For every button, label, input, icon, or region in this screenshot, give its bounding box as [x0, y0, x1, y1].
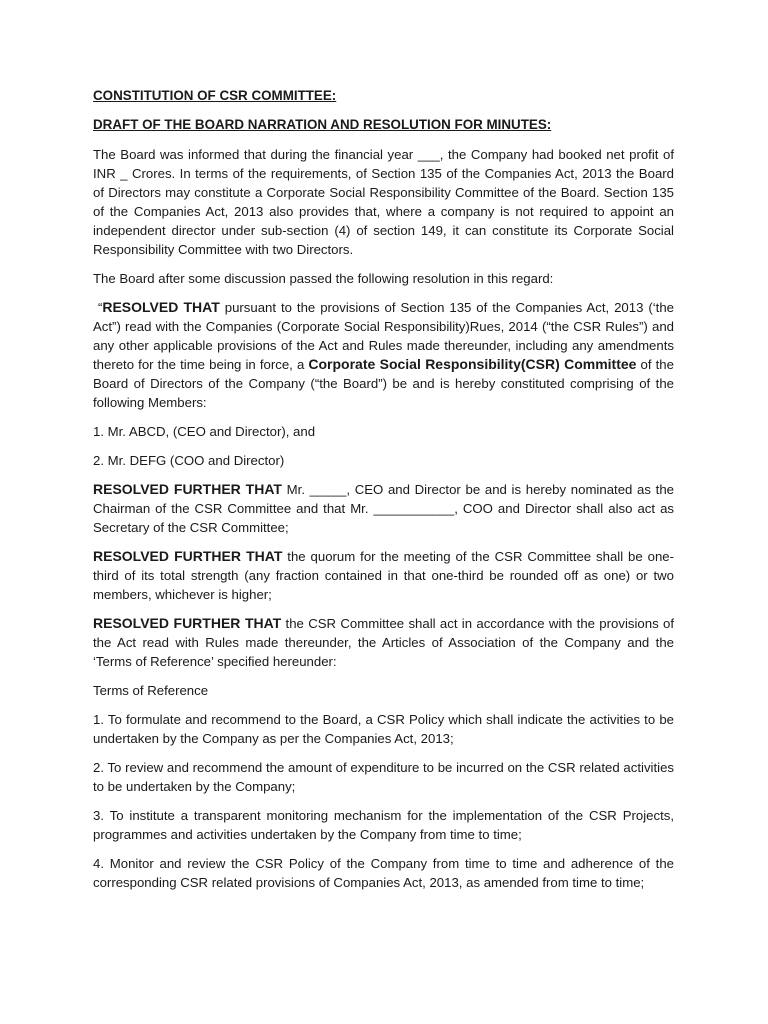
resolution-lead-in: The Board after some discussion passed the following resolution in this regard: [93, 271, 554, 286]
committee-name: Corporate Social Responsibility(CSR) Committee [308, 356, 637, 372]
resolution-terms [93, 614, 674, 671]
resolution-terms-text: the CSR Committee shall act in accordance with the provisions of the Act read with Rules made thereunder, the Articles of Association of the Company and the ‘Terms of Reference’ specified hereunder: [93, 616, 674, 669]
resolved-further-keyword: RESOLVED FURTHER THAT [93, 548, 283, 564]
resolution-main [93, 298, 674, 412]
member-item: 2. Mr. DEFG (COO and Director) [93, 453, 285, 468]
resolution-main-text-2: of the Board of Directors of the Company (“the Board”) be and is hereby constituted comprising of the following Members: [93, 357, 674, 410]
term-item: 3. To institute a transparent monitoring mechanism for the implementation of the CSR Projects, programmes and activities undertaken by the Company from time to time; [93, 808, 674, 842]
terms-heading: Terms of Reference [93, 683, 209, 698]
resolved-that-keyword: RESOLVED THAT [102, 299, 220, 315]
resolution-chairman [93, 480, 674, 537]
resolved-further-keyword: RESOLVED FURTHER THAT [93, 615, 282, 631]
resolution-chairman-text: Mr. _____, CEO and Director be and is hereby nominated as the Chairman of the CSR Committee and that Mr. ___________, COO and Director shall also act as Secretary of the CSR Committee; [93, 482, 674, 535]
member-item: 1. Mr. ABCD, (CEO and Director), and [93, 424, 316, 439]
intro-paragraph: The Board was informed that during the financial year ___, the Company had booked net profit of INR _ Crores. In terms of the requirements, of Section 135 of the Companies Act, 2013 the Board of Directors may constitute a Corporate Social Responsibility Committee of the Board. Section 135 of the Companies Act, 2013 also provides that, where a company is not required to appoint an independent director under sub-section (4) of section 149, it can constitute its Corporate Social Responsibility Committee with two Directors. [93, 147, 674, 257]
resolution-quorum-text: the quorum for the meeting of the CSR Committee shall be one-third of its total strength (any fraction contained in that one-third be rounded off as one) or two members, whichever is higher; [93, 549, 675, 602]
document-title: CONSTITUTION OF CSR COMMITTEE: [93, 88, 337, 103]
resolved-further-keyword: RESOLVED FURTHER THAT [93, 481, 282, 497]
document-page [93, 86, 674, 902]
term-item: 4. Monitor and review the CSR Policy of the Company from time to time and adherence of the corresponding CSR related provisions of Companies Act, 2013, as amended from time to time; [93, 856, 674, 890]
resolution-quorum [93, 547, 674, 604]
resolution-main-text-1: pursuant to the provisions of Section 135 of the Companies Act, 2013 (‘the Act”) read with the Companies (Corporate Social Responsibility)Rues, 2014 (“the CSR Rules”) and any other applicable provisions of the Act and Rules made thereunder, including any amendments thereto for the time being in force, a [93, 300, 675, 372]
term-item: 2. To review and recommend the amount of expenditure to be incurred on the CSR related activities to be undertaken by the Company; [93, 760, 674, 794]
open-quote: “ [97, 300, 103, 315]
document-subtitle: DRAFT OF THE BOARD NARRATION AND RESOLUTION FOR MINUTES: [93, 117, 552, 132]
term-item: 1. To formulate and recommend to the Board, a CSR Policy which shall indicate the activities to be undertaken by the Company as per the Companies Act, 2013; [93, 712, 674, 746]
